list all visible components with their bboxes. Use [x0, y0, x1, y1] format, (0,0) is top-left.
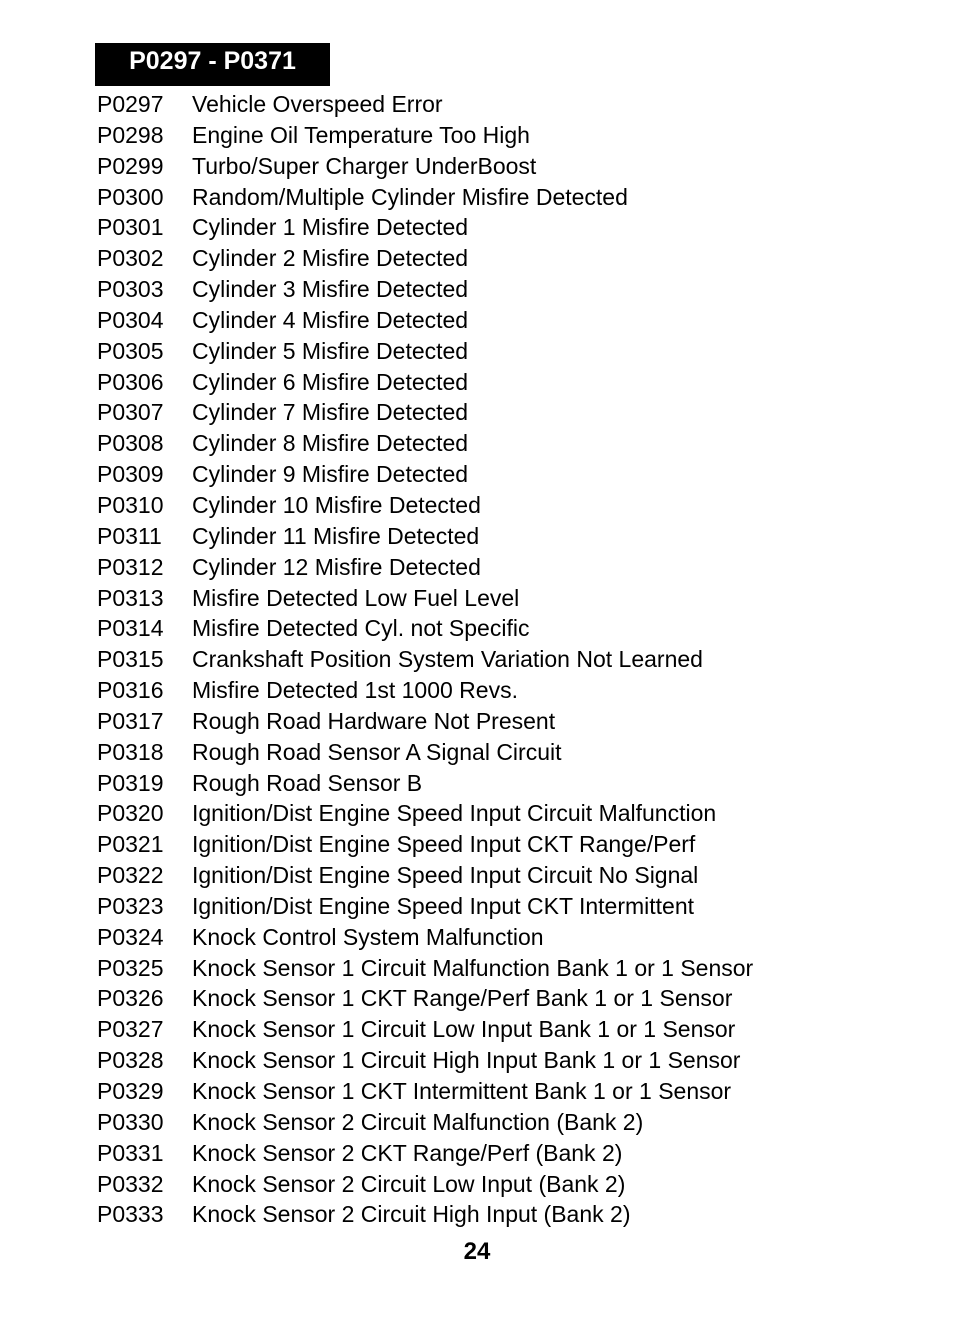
code-row [97, 397, 753, 428]
code-description: Misfire Detected Cyl. not Specific [192, 615, 530, 642]
code-id: P0333 [97, 1201, 164, 1228]
code-description: Knock Sensor 1 CKT Intermittent Bank 1 or 1 Sensor [192, 1078, 732, 1104]
code-id: P0299 [97, 152, 164, 179]
code-row [97, 613, 753, 644]
code-row [97, 89, 753, 120]
code-row [97, 459, 753, 490]
code-id: P0302 [97, 245, 164, 272]
code-row [97, 860, 753, 891]
code-id: P0307 [97, 399, 164, 426]
code-description: Cylinder 8 Misfire Detected [192, 430, 469, 457]
code-list [97, 89, 753, 1230]
code-description: Knock Sensor 2 Circuit Malfunction (Bank 2) [192, 1108, 644, 1135]
code-id: P0316 [97, 677, 164, 704]
code-row [97, 706, 753, 737]
code-description: Knock Sensor 1 Circuit Low Input Bank 1 or 1 Sensor [192, 1016, 736, 1043]
code-id: P0311 [97, 522, 162, 549]
code-row [97, 490, 753, 521]
code-description: Knock Sensor 1 Circuit Malfunction Bank 1 or 1 Sensor [192, 954, 754, 981]
page-number: 24 [463, 1238, 491, 1265]
code-id: P0304 [97, 306, 164, 333]
code-row [97, 243, 753, 274]
code-row [97, 120, 753, 151]
code-row [97, 182, 753, 213]
code-description: Cylinder 1 Misfire Detected [192, 214, 469, 241]
code-id: P0319 [97, 769, 164, 796]
code-id: P0298 [97, 121, 164, 148]
code-description: Cylinder 3 Misfire Detected [192, 276, 469, 303]
code-row [97, 1045, 753, 1076]
code-id: P0321 [97, 831, 164, 858]
code-description: Misfire Detected Low Fuel Level [192, 584, 520, 611]
code-row [97, 1199, 753, 1230]
code-id: P0312 [97, 553, 164, 580]
code-row [97, 521, 753, 552]
code-description: Cylinder 9 Misfire Detected [192, 461, 469, 488]
code-id: P0318 [97, 738, 164, 765]
code-row [97, 583, 753, 614]
code-description: Misfire Detected 1st 1000 Revs. [192, 677, 518, 704]
code-description: Knock Control System Malfunction [192, 923, 544, 950]
code-id: P0323 [97, 892, 164, 919]
code-description: Cylinder 2 Misfire Detected [192, 245, 469, 272]
code-description: Cylinder 6 Misfire Detected [192, 368, 469, 395]
code-id: P0317 [97, 707, 164, 734]
code-id: P0305 [97, 337, 164, 364]
code-description: Rough Road Hardware Not Present [192, 707, 556, 734]
code-description: Cylinder 5 Misfire Detected [192, 337, 469, 364]
code-id: P0328 [97, 1047, 164, 1074]
code-row [97, 1169, 753, 1200]
code-row [97, 212, 753, 243]
code-description: Cylinder 4 Misfire Detected [192, 306, 469, 333]
code-row [97, 1014, 753, 1045]
code-id: P0308 [97, 430, 164, 457]
code-description: Crankshaft Position System Variation Not Learned [192, 646, 703, 673]
code-row [97, 953, 753, 984]
code-id: P0310 [97, 491, 164, 518]
code-description: Knock Sensor 2 Circuit Low Input (Bank 2) [192, 1170, 626, 1197]
code-row [97, 428, 753, 459]
code-description: Rough Road Sensor A Signal Circuit [192, 738, 562, 765]
code-id: P0329 [97, 1078, 164, 1104]
code-id: P0320 [97, 800, 164, 827]
code-description: Cylinder 12 Misfire Detected [192, 553, 481, 580]
code-id: P0315 [97, 646, 164, 673]
code-row [97, 922, 753, 953]
code-row [97, 644, 753, 675]
code-description: Ignition/Dist Engine Speed Input CKT Intermittent [192, 892, 695, 919]
code-row [97, 737, 753, 768]
code-description: Ignition/Dist Engine Speed Input Circuit No Signal [192, 862, 699, 889]
code-row [97, 1076, 753, 1107]
code-description: Ignition/Dist Engine Speed Input Circuit Malfunction [192, 800, 717, 827]
code-id: P0313 [97, 584, 164, 611]
code-row [97, 367, 753, 398]
code-description: Cylinder 7 Misfire Detected [192, 399, 469, 426]
code-description: Random/Multiple Cylinder Misfire Detected [192, 183, 628, 210]
code-row [97, 274, 753, 305]
code-id: P0326 [97, 985, 164, 1012]
code-description: Cylinder 10 Misfire Detected [192, 491, 481, 518]
code-id: P0325 [97, 954, 164, 981]
code-description: Vehicle Overspeed Error [192, 91, 443, 117]
code-id: P0303 [97, 276, 164, 303]
code-description: Knock Sensor 2 Circuit High Input (Bank 2) [192, 1201, 631, 1228]
code-id: P0301 [97, 214, 164, 241]
code-row [97, 798, 753, 829]
code-id: P0330 [97, 1108, 164, 1135]
code-id: P0324 [97, 923, 164, 950]
code-id: P0331 [97, 1139, 164, 1166]
code-description: Ignition/Dist Engine Speed Input CKT Range/Perf [192, 831, 696, 858]
code-row [97, 305, 753, 336]
code-description: Turbo/Super Charger UnderBoost [192, 152, 537, 179]
code-row [97, 1107, 753, 1138]
code-id: P0314 [97, 615, 164, 642]
code-id: P0300 [97, 183, 164, 210]
code-id: P0306 [97, 368, 164, 395]
code-description: Knock Sensor 2 CKT Range/Perf (Bank 2) [192, 1139, 623, 1166]
code-id: P0327 [97, 1016, 164, 1043]
code-row [97, 151, 753, 182]
code-description: Cylinder 11 Misfire Detected [192, 522, 480, 549]
code-id: P0297 [97, 91, 164, 117]
code-description: Knock Sensor 1 Circuit High Input Bank 1 or 1 Sensor [192, 1047, 741, 1074]
code-row [97, 768, 753, 799]
code-row [97, 675, 753, 706]
code-description: Engine Oil Temperature Too High [192, 121, 530, 148]
code-id: P0309 [97, 461, 164, 488]
code-row [97, 552, 753, 583]
code-row [97, 983, 753, 1014]
code-row [97, 336, 753, 367]
code-row [97, 829, 753, 860]
code-id: P0332 [97, 1170, 164, 1197]
code-row [97, 891, 753, 922]
code-row [97, 1138, 753, 1169]
section-header: P0297 - P0371 [95, 43, 330, 86]
code-description: Knock Sensor 1 CKT Range/Perf Bank 1 or 1 Sensor [192, 985, 733, 1012]
code-description: Rough Road Sensor B [192, 769, 423, 796]
code-id: P0322 [97, 862, 164, 889]
